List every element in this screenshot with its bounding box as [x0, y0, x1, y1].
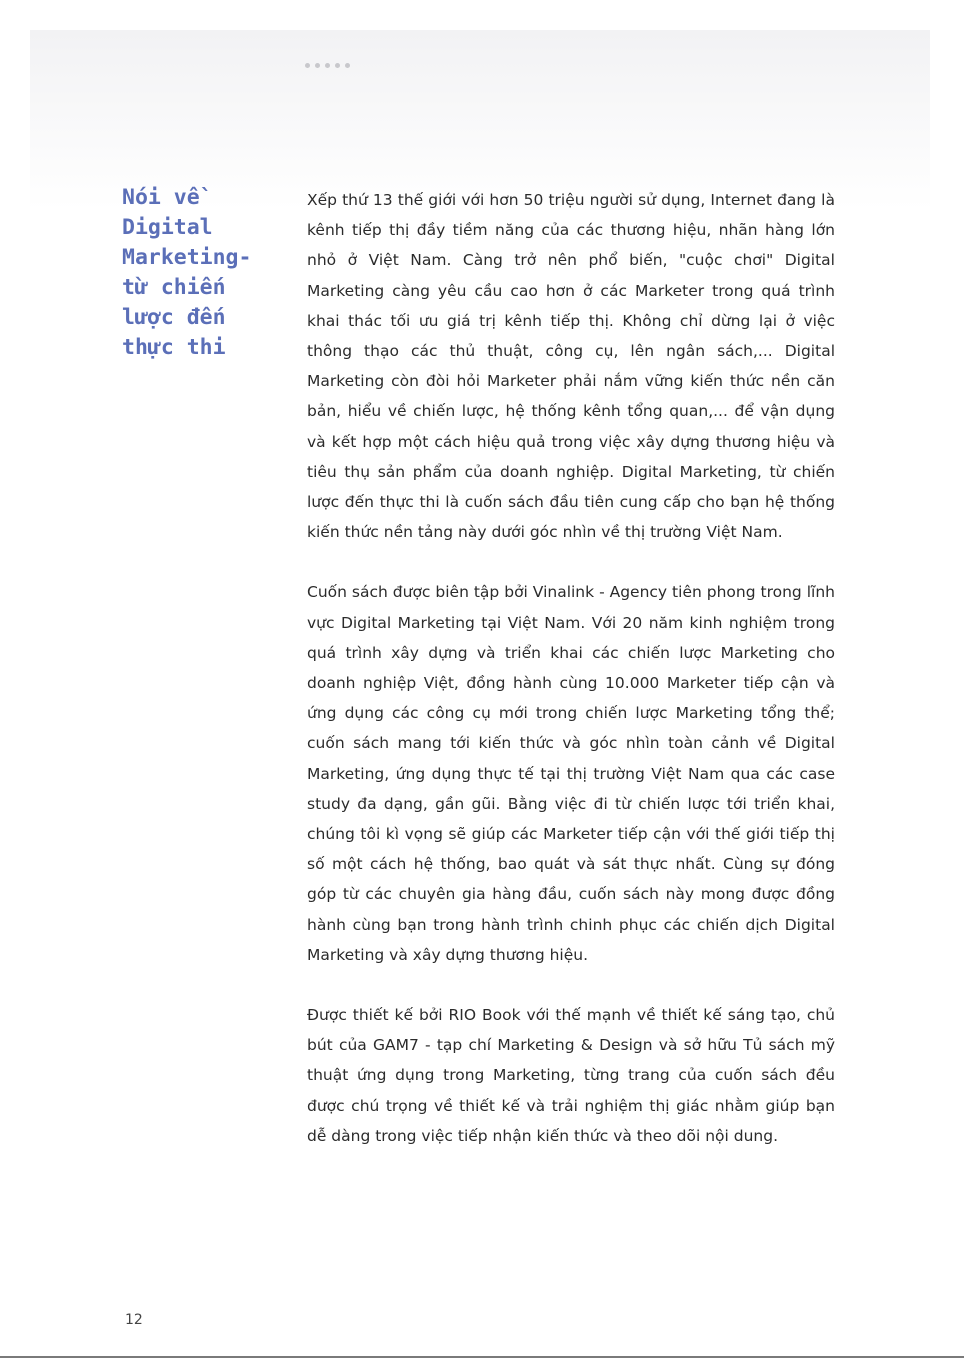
- dot-icon: [325, 63, 330, 68]
- page-number: 12: [125, 1312, 143, 1328]
- section-title: Nói về Digital Marketing- từ chiến lược đến thực thi: [122, 185, 252, 360]
- paragraph-intro: Xếp thứ 13 thế giới với hơn 50 triệu người sử dụng, Internet đang là kênh tiếp thị đầy tiềm năng của các thương hiệu, nhãn hàng lớn nhỏ ở Việt Nam. Càng trở nên phổ biến, "cuộc chơi" Digital Marketing càng yêu cầu cao hơn ở các Marketer trong quá trình khai thác tối ưu giá trị kênh tiếp thị. Không chỉ dừng lại ở việc thông thạo các thủ thuật, công cụ, lên ngân sách,... Digital Marketing còn đòi hỏi Marketer phải nắm vững kiến thức nền căn bản, hiểu về chiến lược, hệ thống kênh tổng quan,... để vận dụng và kết hợp một cách hiệu quả trong việc xây dựng thương hiệu và tiêu thụ sản phẩm của doanh nghiệp. Digital Marketing, từ chiến lược đến thực thi là cuốn sách đầu tiên cung cấp cho bạn hệ thống kiến thức nền tảng này dưới góc nhìn về thị trường Việt Nam.: [307, 191, 835, 542]
- dot-icon: [345, 63, 350, 68]
- paragraph-design: Được thiết kế bởi RIO Book với thế mạnh về thiết kế sáng tạo, chủ bút của GAM7 - tạp chí Marketing & Design và sở hữu Tủ sách mỹ thuật ứng dụng trong Marketing, từng trang của cuốn sách đều được chú trọng về thiết kế và trải nghiệm thị giác nhằm giúp bạn dễ dàng trong việc tiếp nhận kiến thức và theo dõi nội dung.: [307, 1006, 835, 1145]
- dot-icon: [305, 63, 310, 68]
- dot-icon: [315, 63, 320, 68]
- dot-icon: [335, 63, 340, 68]
- paragraph-editor: Cuốn sách được biên tập bởi Vinalink - Agency tiên phong trong lĩnh vực Digital Marketing tại Việt Nam. Với 20 năm kinh nghiệm trong quá trình xây dựng và triển khai các chiến lược Marketing cho doanh nghiệp Việt, đồng hành cùng 10.000 Marketer tiếp cận và ứng dụng các công cụ mới trong chiến lược Marketing tổng thể; cuốn sách mang tới kiến thức và góc nhìn toàn cảnh về Digital Marketing, ứng dụng thực tế tại thị trường Việt Nam qua các case study đa dạng, gần gũi. Bằng việc đi từ chiến lược tới triển khai, chúng tôi kì vọng sẽ giúp các Marketer tiếp cận với thế giới tiếp thị số một cách hệ thống, bao quát và sát thực nhất. Cùng sự đóng góp từ các chuyên gia hàng đầu, cuốn sách này mong được đồng hành cùng bạn trong hành trình chinh phục các chiến dịch Digital Marketing và xây dựng thương hiệu.: [307, 583, 835, 964]
- body-text: [307, 185, 835, 1181]
- bottom-rule: [0, 1356, 964, 1358]
- decorative-dots: [305, 63, 350, 68]
